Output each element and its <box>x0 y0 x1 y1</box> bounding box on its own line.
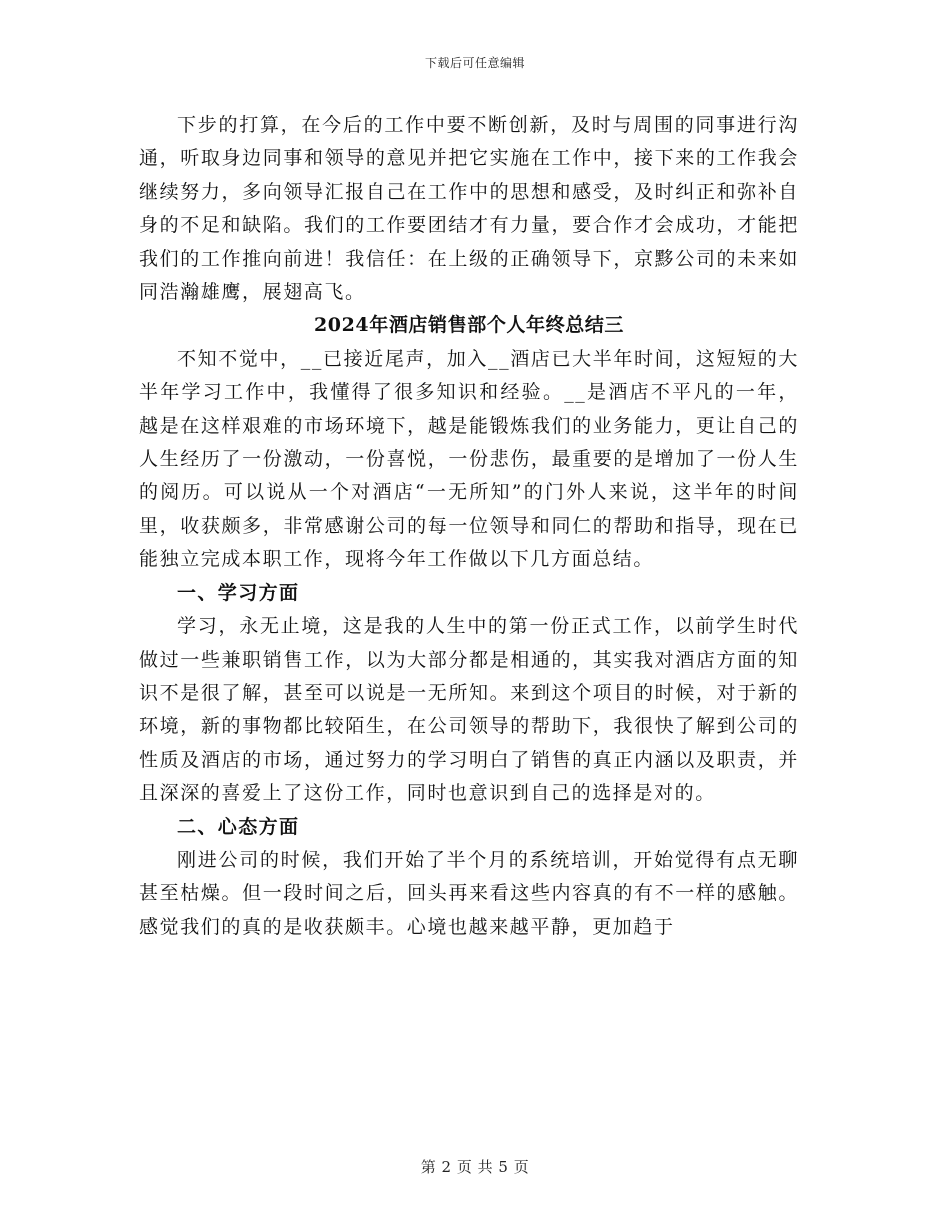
heading-study: 一、学习方面 <box>177 581 300 604</box>
heading-mindset: 二、心态方面 <box>177 815 300 838</box>
section-title: 2024年酒店销售部个人年终总结三 <box>313 314 625 337</box>
document-body <box>139 109 799 944</box>
page-header: 下载后可任意编辑 <box>424 56 525 70</box>
paragraph-intro: 下步的打算，在今后的工作中要不断创新，及时与周围的同事进行沟通，听取身边同事和领导的意见并把它实施在工作中，接下来的工作我会继续努力，多向领导汇报自己在工作中的思想和感受，及时纠正和弥补自身的不足和缺陷。我们的工作要团结才有力量，要合作才会成功，才能把我们的工作推向前进！我信任：在上级的正确领导下，京黟公司的未来如同浩瀚雄鹰，展翅高飞。 <box>139 114 799 304</box>
page-footer: 第 2 页 共 5 页 <box>420 1158 530 1176</box>
paragraph-opening: 不知不觉中，__已接近尾声，加入__酒店已大半年时间，这短短的大半年学习工作中，我懂得了很多知识和经验。__是酒店不平凡的一年，越是在这样艰难的市场环境下，越是能锻炼我们的业务能力，更让自己的人生经历了一份激动，一份喜悦，一份悲伤，最重要的是增加了一份人生的阅历。可以说从一个对酒店“一无所知”的门外人来说，这半年的时间里，收获颇多，非常感谢公司的每一位领导和同仁的帮助和指导，现在已能独立完成本职工作，现将今年工作做以下几方面总结。 <box>139 347 799 571</box>
paragraph-mindset: 刚进公司的时候，我们开始了半个月的系统培训，开始觉得有点无聊甚至枯燥。但一段时间之后，回头再来看这些内容真的有不一样的感触。感觉我们的真的是收获颇丰。心境也越来越平静，更加趋于 <box>139 848 799 938</box>
paragraph-study: 学习，永无止境，这是我的人生中的第一份正式工作，以前学生时代做过一些兼职销售工作，以为大部分都是相通的，其实我对酒店方面的知识不是很了解，甚至可以说是一无所知。来到这个项目的时候，对于新的环境，新的事物都比较陌生，在公司领导的帮助下，我很快了解到公司的性质及酒店的市场，通过努力的学习明白了销售的真正内涵以及职责，并且深深的喜爱上了这份工作，同时也意识到自己的选择是对的。 <box>139 615 799 805</box>
